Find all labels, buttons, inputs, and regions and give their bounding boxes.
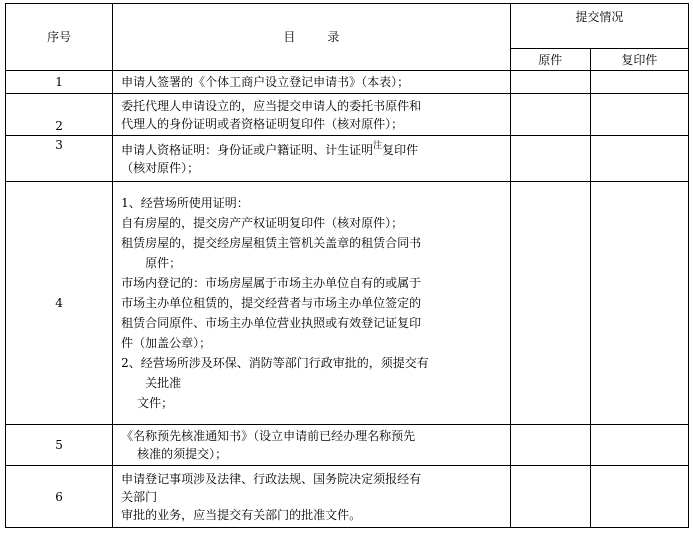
row-index: 5 — [6, 425, 113, 466]
copy-header: 复印件 — [590, 49, 688, 71]
row-line: 关部门 — [121, 489, 158, 504]
original-cell[interactable] — [510, 71, 590, 94]
table-row — [6, 136, 689, 182]
directory-header-char-1: 目 — [283, 30, 296, 44]
copy-cell[interactable] — [590, 136, 688, 182]
row-line-part: 申请人资格证明：身份证或户籍证明、计生证明 — [121, 142, 374, 157]
row-line: 代理人的身份证明或者资格证明复印件（核对原件）； — [121, 116, 404, 131]
copy-cell[interactable] — [590, 71, 688, 94]
row-line: 委托代理人申请设立的，应当提交申请人的委托书原件和 — [121, 98, 422, 113]
row-line — [121, 141, 506, 159]
directory-header-char-2: 录 — [327, 30, 340, 44]
copy-cell[interactable] — [590, 94, 688, 136]
document-checklist-table — [5, 3, 689, 528]
table-row — [6, 466, 689, 528]
row-line-part: 文件； — [137, 396, 174, 410]
row-line: 申请登记事项涉及法律、行政法规、国务院决定须报经有 — [121, 471, 422, 486]
row-line-part: 原件； — [145, 256, 182, 270]
original-cell[interactable] — [510, 466, 590, 528]
row-line — [121, 445, 506, 463]
row-line: 租赁合同原件、市场主办单位营业执照或有效登记证复印 — [121, 316, 422, 330]
row-line — [121, 253, 506, 273]
row-line: （核对原件）； — [121, 160, 200, 175]
table-row — [6, 94, 689, 136]
copy-cell[interactable] — [590, 182, 688, 425]
original-cell[interactable] — [510, 136, 590, 182]
row-content — [113, 182, 511, 425]
row-line: 市场内登记的：市场房屋属于市场主办单位自有的或属于 — [121, 276, 422, 290]
row-line: 自有房屋的，提交房产产权证明复印件（核对原件）； — [121, 216, 404, 230]
row-index: 2 — [6, 94, 113, 136]
table-row — [6, 182, 689, 425]
row-content — [113, 466, 511, 528]
index-header: 序号 — [6, 4, 113, 71]
row-content — [113, 71, 511, 94]
table-row — [6, 71, 689, 94]
row-content — [113, 136, 511, 182]
submission-status-header: 提交情况 — [510, 4, 688, 49]
row-index: 3 — [6, 136, 113, 182]
row-line: 审批的业务，应当提交有关部门的批准文件。 — [121, 507, 362, 522]
table-row — [6, 425, 689, 466]
copy-cell[interactable] — [590, 425, 688, 466]
original-cell[interactable] — [510, 182, 590, 425]
row-content — [113, 425, 511, 466]
row-line: 1、经营场所使用证明： — [121, 196, 249, 210]
original-header: 原件 — [510, 49, 590, 71]
row-line-part: 复印件 — [382, 142, 419, 157]
row-line — [121, 373, 506, 393]
row-line: 租赁房屋的，提交经房屋租赁主管机关盖章的租赁合同书 — [121, 236, 422, 250]
row-line-part: 关批准 — [145, 376, 182, 390]
directory-header — [113, 4, 511, 71]
row-index: 4 — [6, 182, 113, 425]
row-line: 件（加盖公章）； — [121, 336, 212, 350]
row-line: 申请人签署的《个体工商户设立登记申请书》（本表）； — [121, 75, 410, 89]
row-line-part: 核准的须提交）； — [137, 447, 228, 461]
row-line: 《名称预先核准通知书》（设立申请前已经办理名称预先 — [121, 429, 416, 443]
row-line: 2、经营场所涉及环保、消防等部门行政审批的，须提交有 — [121, 356, 429, 370]
row-line: 市场主办单位租赁的，提交经营者与市场主办单位签定的 — [121, 296, 422, 310]
original-cell[interactable] — [510, 94, 590, 136]
original-cell[interactable] — [510, 425, 590, 466]
row-index: 1 — [6, 71, 113, 94]
copy-cell[interactable] — [590, 466, 688, 528]
row-index: 6 — [6, 466, 113, 528]
row-content — [113, 94, 511, 136]
footnote-marker: 注 — [373, 140, 383, 151]
row-line — [121, 393, 506, 413]
